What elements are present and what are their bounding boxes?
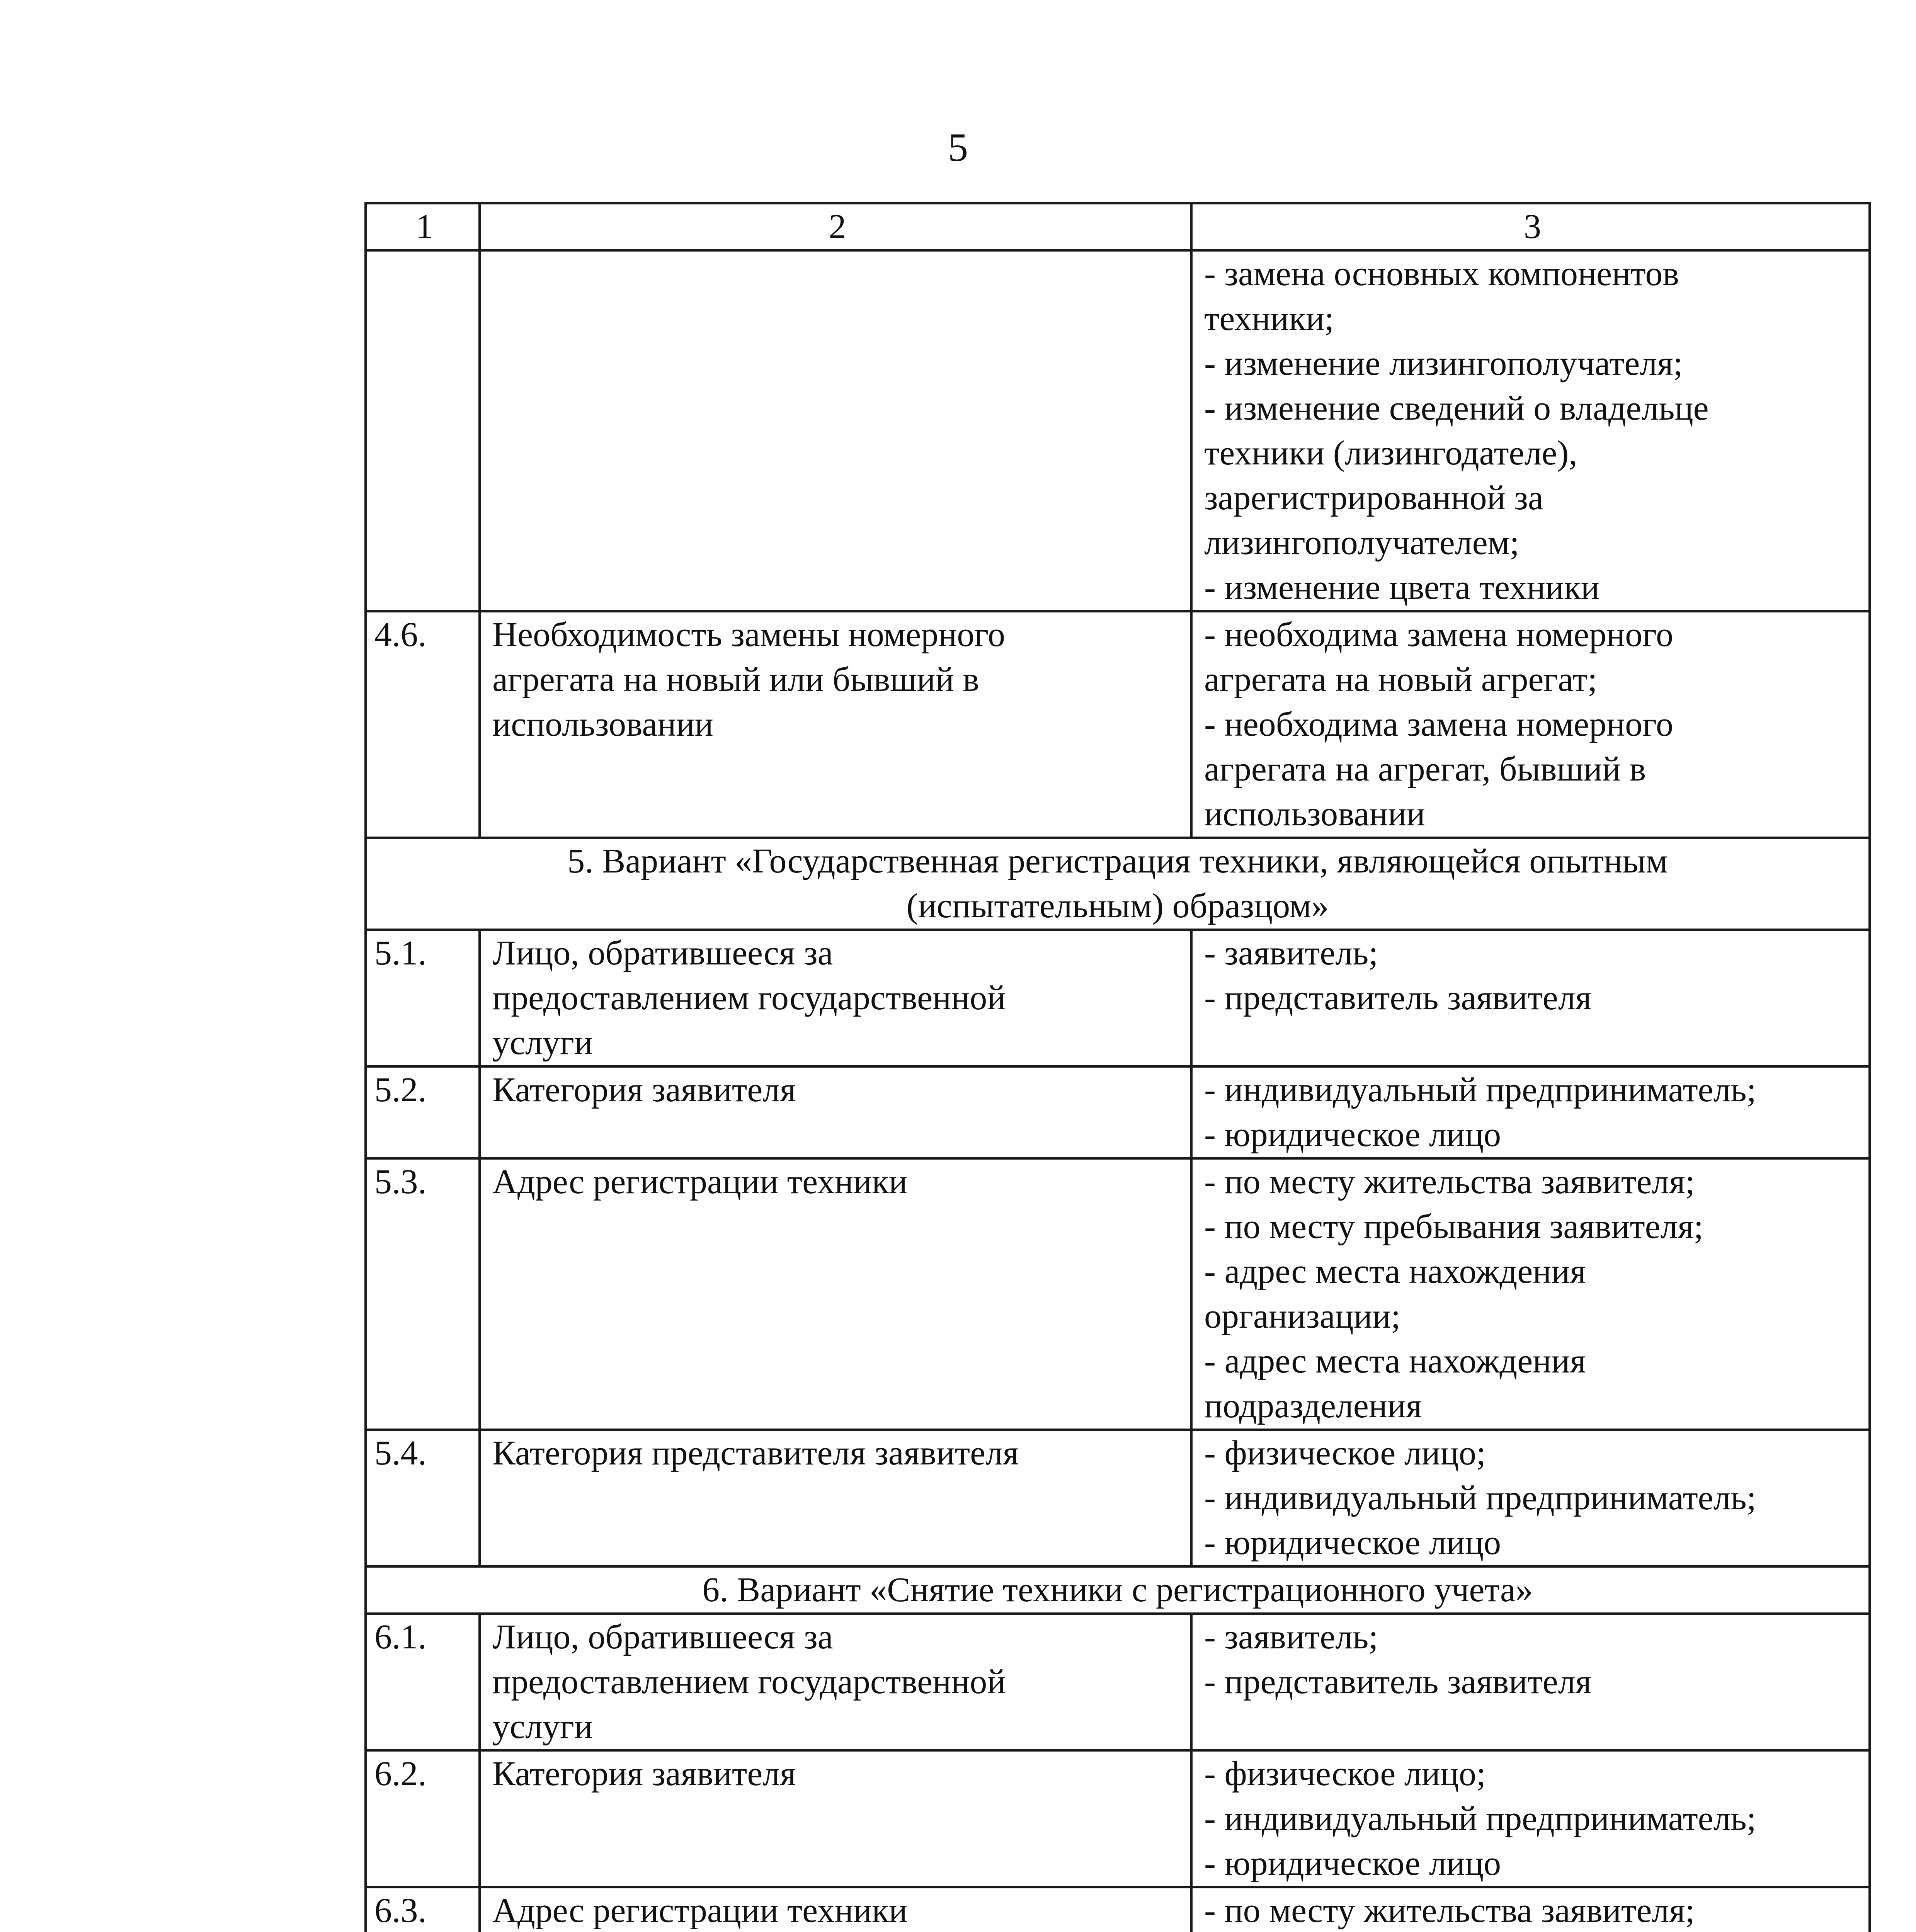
value-line: - изменение цвета техники xyxy=(1204,568,1600,607)
row-criterion xyxy=(480,611,1191,838)
row-values xyxy=(1191,1066,1870,1158)
row-criterion xyxy=(480,1750,1191,1887)
row-criterion xyxy=(480,1614,1191,1750)
value-line: - представитель заявителя xyxy=(1204,1663,1592,1701)
criterion-line: агрегата на новый или бывший в xyxy=(492,660,979,699)
value-line: лизингополучателем; xyxy=(1204,524,1520,562)
row-criterion xyxy=(480,930,1191,1066)
criterion-line: услуги xyxy=(492,1024,593,1062)
value-line: - индивидуальный предприниматель; xyxy=(1204,1479,1756,1517)
row-values xyxy=(1191,930,1870,1066)
value-line: - индивидуальный предприниматель; xyxy=(1204,1799,1756,1838)
value-line: зарегистрированной за xyxy=(1204,479,1543,517)
criterion-line: услуги xyxy=(492,1708,593,1746)
table-row-6-2 xyxy=(366,1750,1870,1887)
column-header-2: 2 xyxy=(480,203,1191,250)
value-line: - представитель заявителя xyxy=(1204,979,1592,1017)
section-title xyxy=(366,838,1870,930)
value-line: - по месту пребывания заявителя; xyxy=(1204,1208,1703,1246)
criterion-line: предоставлением государственной xyxy=(492,979,1006,1017)
value-line: - адрес места нахождения xyxy=(1204,1252,1586,1291)
row-criterion xyxy=(480,1158,1191,1430)
value-line: организации; xyxy=(1204,1297,1401,1335)
value-line: - необходима замена номерного xyxy=(1204,705,1673,743)
table-row-continuation xyxy=(366,250,1870,611)
criterion-line: предоставлением государственной xyxy=(492,1663,1006,1701)
value-line: агрегата на новый агрегат; xyxy=(1204,660,1598,699)
row-number: 5.4. xyxy=(366,1430,480,1566)
criterion-line: Категория представителя заявителя xyxy=(492,1434,1019,1472)
value-line: - замена основных компонентов xyxy=(1204,255,1679,293)
criterion-line: Категория заявителя xyxy=(492,1755,796,1793)
value-line: подразделения xyxy=(1204,1387,1422,1425)
value-line: использовании xyxy=(1204,795,1425,833)
table-row-5-2 xyxy=(366,1066,1870,1158)
criterion-line: Адрес регистрации техники xyxy=(492,1891,908,1930)
section-title xyxy=(366,1566,1870,1614)
table-row-4-6 xyxy=(366,611,1870,838)
criterion-line: Категория заявителя xyxy=(492,1071,796,1109)
value-line: - по месту жительства заявителя; xyxy=(1204,1163,1695,1201)
row-values xyxy=(1191,250,1870,611)
row-number: 5.3. xyxy=(366,1158,480,1430)
table-row-5-1 xyxy=(366,930,1870,1066)
table-row-6-3 xyxy=(366,1887,1870,1932)
row-values xyxy=(1191,1158,1870,1430)
value-line: - изменение сведений о владельце xyxy=(1204,389,1709,427)
value-line: - индивидуальный предприниматель; xyxy=(1204,1071,1756,1109)
column-header-3: 3 xyxy=(1191,203,1870,250)
table-header-row xyxy=(366,203,1870,250)
row-criterion xyxy=(480,1887,1191,1932)
section-title-line: 6. Вариант «Снятие техники с регистрационного учета» xyxy=(702,1571,1533,1609)
table-row-5-3 xyxy=(366,1158,1870,1430)
table-row-6-1 xyxy=(366,1614,1870,1750)
row-values xyxy=(1191,1430,1870,1566)
row-number: 5.2. xyxy=(366,1066,480,1158)
value-line: техники (лизингодателе), xyxy=(1204,434,1577,472)
value-line: - по месту жительства заявителя; xyxy=(1204,1891,1695,1930)
value-line: техники; xyxy=(1204,299,1334,338)
criterion-line: Необходимость замены номерного xyxy=(492,616,1005,654)
section-5-header xyxy=(366,838,1870,930)
criterion-line: Лицо, обратившееся за xyxy=(492,934,833,972)
value-line: агрегата на агрегат, бывший в xyxy=(1204,750,1646,788)
value-line: - необходима замена номерного xyxy=(1204,616,1673,654)
row-number: 5.1. xyxy=(366,930,480,1066)
value-line: - юридическое лицо xyxy=(1204,1844,1501,1883)
row-values xyxy=(1191,1614,1870,1750)
value-line: - адрес места нахождения xyxy=(1204,1342,1586,1380)
table-row-5-4 xyxy=(366,1430,1870,1566)
value-line: - изменение лизингополучателя; xyxy=(1204,344,1683,383)
value-line: - юридическое лицо xyxy=(1204,1116,1501,1154)
row-number xyxy=(366,250,480,611)
value-line: - заявитель; xyxy=(1204,934,1378,972)
value-line: - заявитель; xyxy=(1204,1618,1378,1656)
row-number: 6.2. xyxy=(366,1750,480,1887)
criterion-line: Лицо, обратившееся за xyxy=(492,1618,833,1656)
row-number: 6.1. xyxy=(366,1614,480,1750)
criterion-line: использовании xyxy=(492,705,713,743)
column-header-1: 1 xyxy=(366,203,480,250)
section-title-line: 5. Вариант «Государственная регистрация техники, являющейся опытным xyxy=(567,842,1668,880)
row-number: 4.6. xyxy=(366,611,480,838)
variants-table xyxy=(364,202,1871,1932)
row-values xyxy=(1191,1750,1870,1887)
value-line: - физическое лицо; xyxy=(1204,1434,1486,1472)
row-criterion xyxy=(480,250,1191,611)
criterion-line: Адрес регистрации техники xyxy=(492,1163,908,1201)
row-values xyxy=(1191,611,1870,838)
page-number: 5 xyxy=(948,125,968,170)
row-values xyxy=(1191,1887,1870,1932)
row-number: 6.3. xyxy=(366,1887,480,1932)
value-line: - физическое лицо; xyxy=(1204,1755,1486,1793)
row-criterion xyxy=(480,1430,1191,1566)
section-6-header xyxy=(366,1566,1870,1614)
value-line: - юридическое лицо xyxy=(1204,1524,1501,1562)
section-title-line: (испытательным) образцом» xyxy=(906,887,1329,925)
row-criterion xyxy=(480,1066,1191,1158)
